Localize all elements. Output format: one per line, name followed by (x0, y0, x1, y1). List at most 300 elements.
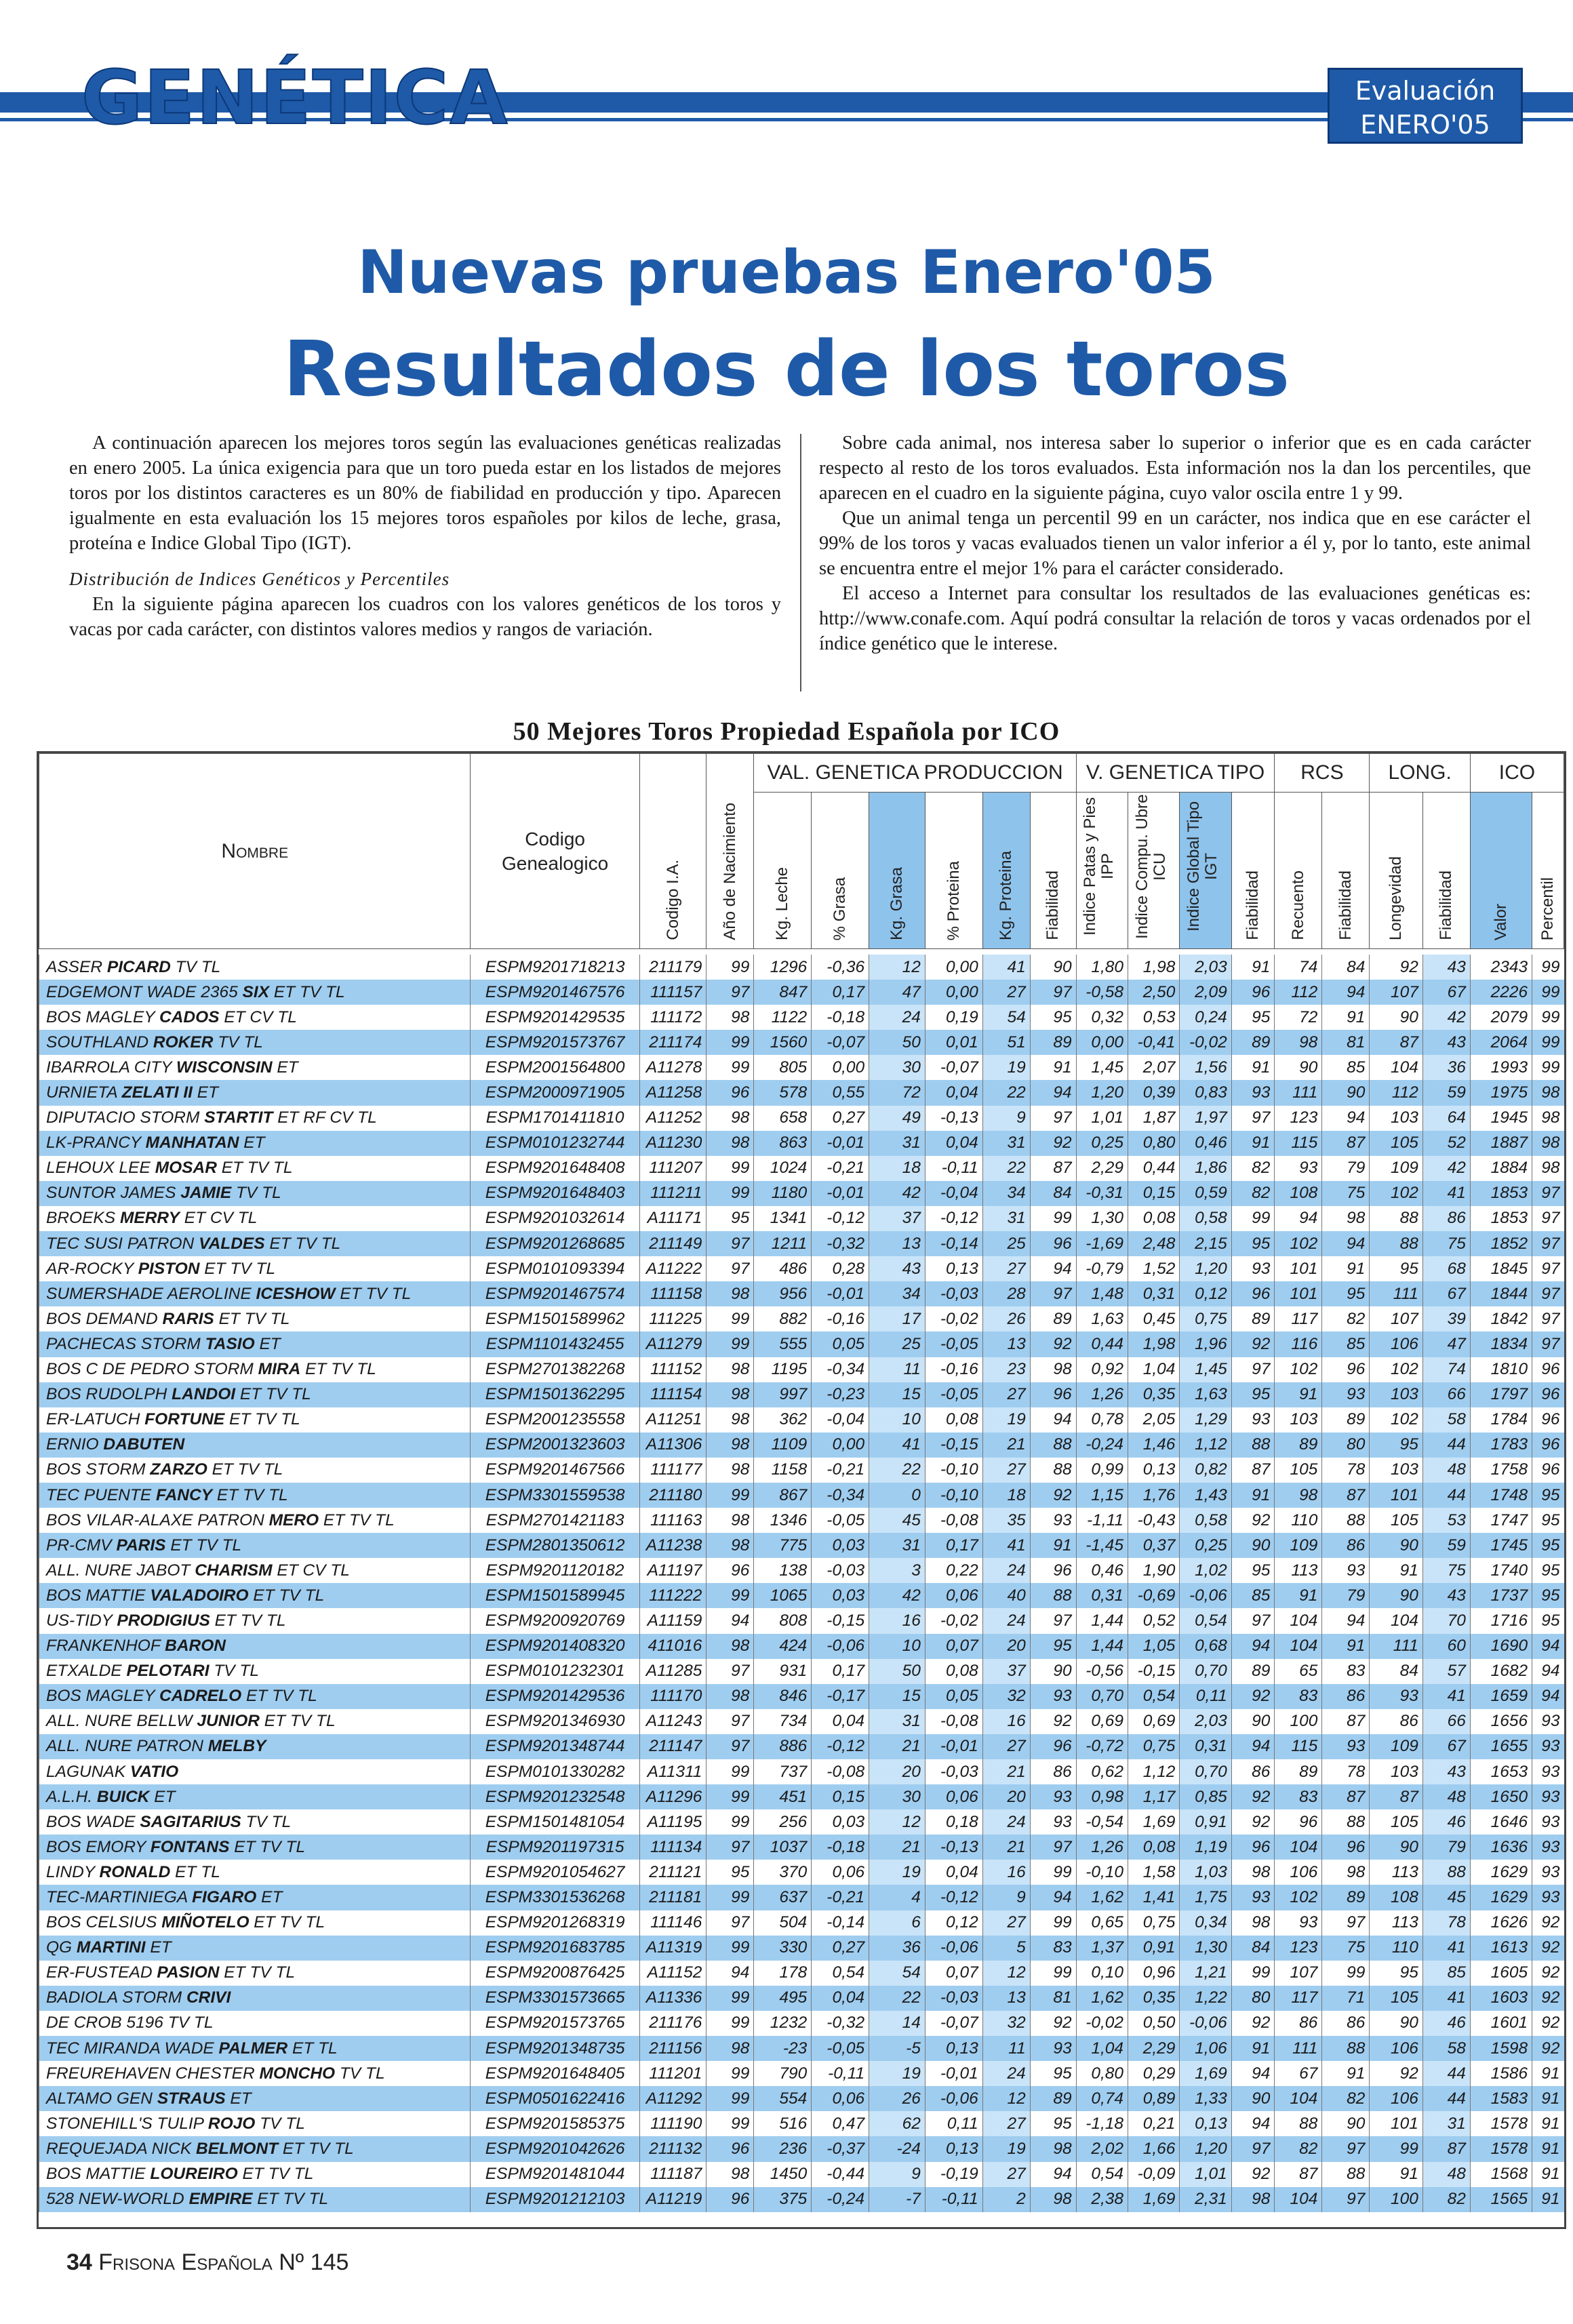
table-cell: -0,08 (925, 1508, 982, 1533)
table-cell: 111225 (639, 1306, 706, 1331)
table-cell: 89 (1231, 1306, 1275, 1331)
table-cell: 1,75 (1180, 1885, 1231, 1910)
table-cell: 91 (1322, 1256, 1370, 1281)
table-row (39, 1256, 1564, 1281)
table-cell: 97 (1231, 2136, 1275, 2161)
table-cell: -0,14 (812, 1910, 869, 1936)
table-cell: 78 (1322, 1458, 1370, 1483)
table-cell: -0,43 (1128, 1508, 1180, 1533)
codigo-genealogico: ESPM9201648403 (471, 1181, 639, 1206)
codigo-genealogico: ESPM2001323603 (471, 1433, 639, 1458)
table-cell: 91 (1370, 2162, 1423, 2187)
table-cell: 0,15 (812, 1784, 869, 1809)
table-cell: 94 (706, 1608, 754, 1633)
table-cell: 19 (869, 2061, 925, 2086)
bull-name: ER-LATUCH FORTUNE ET TV TL (39, 1407, 471, 1433)
table-cell: 1613 (1470, 1936, 1532, 1961)
table-cell: 1583 (1470, 2086, 1532, 2111)
table-cell: 72 (1275, 1005, 1322, 1030)
table-cell: 93 (1532, 1709, 1564, 1734)
table-cell: 46 (1422, 2011, 1470, 2036)
table-cell: 0,25 (1180, 1533, 1231, 1558)
codigo-genealogico: ESPM9201408320 (471, 1634, 639, 1659)
table-row (39, 2111, 1564, 2136)
codigo-genealogico: ESPM9201718213 (471, 955, 639, 980)
table-cell: 98 (706, 1382, 754, 1407)
table-cell: 0,91 (1180, 1809, 1231, 1835)
table-cell: -0,21 (812, 1458, 869, 1483)
table-cell: A11278 (639, 1055, 706, 1080)
table-cell: 847 (754, 980, 812, 1005)
table-row (39, 1684, 1564, 1709)
table-cell: 98 (706, 1533, 754, 1558)
table-cell: 99 (706, 1156, 754, 1181)
table-cell: 0,37 (1128, 1533, 1180, 1558)
table-cell: 95 (1030, 2111, 1076, 2136)
table-cell: 1,86 (1180, 1156, 1231, 1181)
table-cell: 0,17 (925, 1533, 982, 1558)
bull-name: LINDY RONALD ET TL (39, 1860, 471, 1885)
table-row (39, 1030, 1564, 1055)
bull-name: BOS MATTIE VALADOIRO ET TV TL (39, 1583, 471, 1608)
table-cell: -23 (754, 2036, 812, 2061)
table-cell: 44 (1422, 2086, 1470, 2111)
table-cell: 0,55 (812, 1080, 869, 1105)
table-cell: 88 (1322, 2036, 1370, 2061)
table-cell: 93 (1532, 1860, 1564, 1885)
table-cell: 92 (1030, 1709, 1076, 1734)
table-cell: 97 (1532, 1181, 1564, 1206)
table-cell: 0,13 (925, 2036, 982, 2061)
table-cell: 96 (1030, 1558, 1076, 1583)
bull-name: BROEKS MERRY ET CV TL (39, 1206, 471, 1231)
table-cell: 0,06 (925, 1784, 982, 1809)
table-cell: -0,44 (812, 2162, 869, 2187)
table-cell: 0,83 (1180, 1080, 1231, 1105)
table-row (39, 1156, 1564, 1181)
table-cell: 94 (1275, 1206, 1322, 1231)
table-cell: 99 (706, 2061, 754, 2086)
table-cell: 21 (869, 1734, 925, 1759)
table-cell: 41 (1422, 1181, 1470, 1206)
table-cell: 27 (982, 2162, 1030, 2187)
table-cell: 80 (1322, 1433, 1370, 1458)
table-cell: 21 (982, 1835, 1030, 1860)
table-cell: 90 (1370, 1583, 1423, 1608)
codigo-genealogico: ESPM3301559538 (471, 1483, 639, 1508)
table-cell: 91 (1532, 2086, 1564, 2111)
table-cell: 0,21 (1128, 2111, 1180, 2136)
table-row (39, 1483, 1564, 1508)
table-cell: 58 (1422, 2036, 1470, 2061)
table-cell: 97 (1231, 1608, 1275, 1633)
table-cell: 79 (1322, 1583, 1370, 1608)
codigo-genealogico: ESPM1701411810 (471, 1106, 639, 1131)
table-cell: -0,72 (1076, 1734, 1128, 1759)
table-cell: 1659 (1470, 1684, 1532, 1709)
table-cell: 92 (1030, 1331, 1076, 1357)
table-cell: -0,36 (812, 955, 869, 980)
table-cell: 123 (1275, 1936, 1322, 1961)
table-cell: 95 (706, 1860, 754, 1885)
table-cell: 99 (1370, 2136, 1423, 2161)
table-cell: 1797 (1470, 1382, 1532, 1407)
table-cell: -0,37 (812, 2136, 869, 2161)
table-cell: 1,87 (1128, 1106, 1180, 1131)
table-cell: 0,04 (812, 1709, 869, 1734)
table-cell: 1784 (1470, 1407, 1532, 1433)
table-cell: 111177 (639, 1458, 706, 1483)
table-cell: 59 (1422, 1533, 1470, 1558)
table-cell: 96 (1532, 1458, 1564, 1483)
table-cell: 41 (982, 1533, 1030, 1558)
table-cell: 1,04 (1128, 1357, 1180, 1382)
table-cell: 90 (1030, 955, 1076, 980)
bull-name: BOS DEMAND RARIS ET TV TL (39, 1306, 471, 1331)
table-cell: 113 (1370, 1910, 1423, 1936)
table-cell: 18 (982, 1483, 1030, 1508)
table-cell: 99 (706, 955, 754, 980)
table-cell: 111172 (639, 1005, 706, 1030)
codigo-genealogico: ESPM2000971905 (471, 1080, 639, 1105)
table-row (39, 980, 1564, 1005)
table-cell: 83 (1322, 1659, 1370, 1684)
codigo-genealogico: ESPM9201648408 (471, 1156, 639, 1181)
table-cell: -1,69 (1076, 1231, 1128, 1256)
table-cell: 22 (869, 1458, 925, 1483)
codigo-genealogico: ESPM9201032614 (471, 1206, 639, 1231)
table-cell: -0,16 (812, 1306, 869, 1331)
table-cell: 0,04 (925, 1131, 982, 1156)
table-cell: A11306 (639, 1433, 706, 1458)
table-cell: 0,03 (812, 1809, 869, 1835)
table-cell: 105 (1370, 1131, 1423, 1156)
table-cell: 111 (1275, 2036, 1322, 2061)
table-cell: 97 (706, 1835, 754, 1860)
table-cell: 1810 (1470, 1357, 1532, 1382)
table-cell: -0,10 (925, 1458, 982, 1483)
table-cell: 1650 (1470, 1784, 1532, 1809)
table-cell: 211180 (639, 1483, 706, 1508)
table-cell: 43 (1422, 1583, 1470, 1608)
bull-name: BOS C DE PEDRO STORM MIRA ET TV TL (39, 1357, 471, 1382)
table-cell: 88 (1275, 2111, 1322, 2136)
table-cell: 1578 (1470, 2111, 1532, 2136)
table-cell: -0,79 (1076, 1256, 1128, 1281)
table-cell: 57 (1422, 1659, 1470, 1684)
table-cell: 554 (754, 2086, 812, 2111)
table-cell: 0,59 (1180, 1181, 1231, 1206)
table-cell: 84 (1231, 1936, 1275, 1961)
table-cell: A11251 (639, 1407, 706, 1433)
codigo-genealogico: ESPM9201467576 (471, 980, 639, 1005)
table-cell: A11238 (639, 1533, 706, 1558)
bull-name: DIPUTACIO STORM STARTIT ET RF CV TL (39, 1106, 471, 1131)
table-cell: 98 (706, 2162, 754, 2187)
header-percentil: Percentil (1532, 793, 1564, 949)
table-cell: 24 (982, 2061, 1030, 2086)
table-cell: 1,37 (1076, 1936, 1128, 1961)
table-cell: 0,54 (1180, 1608, 1231, 1633)
table-cell: 211156 (639, 2036, 706, 2061)
table-cell: 1,96 (1180, 1331, 1231, 1357)
table-row (39, 2061, 1564, 2086)
header-kg-proteina: Kg. Proteina (982, 793, 1030, 949)
bull-name: FRANKENHOF BARON (39, 1634, 471, 1659)
table-cell: 91 (1322, 1005, 1370, 1030)
table-row (39, 1759, 1564, 1784)
table-cell: 211147 (639, 1734, 706, 1759)
table-cell: -0,21 (812, 1885, 869, 1910)
table-cell: 97 (1231, 1357, 1275, 1382)
table-cell: 41 (869, 1433, 925, 1458)
table-cell: 0,15 (1128, 1181, 1180, 1206)
table-cell: 0,31 (1180, 1734, 1231, 1759)
codigo-genealogico: ESPM9201683785 (471, 1936, 639, 1961)
table-cell: -0,41 (1128, 1030, 1180, 1055)
table-cell: 1296 (754, 955, 812, 980)
table-cell: 19 (982, 1407, 1030, 1433)
table-cell: 104 (1370, 1608, 1423, 1633)
table-cell: 98 (706, 1433, 754, 1458)
badge-line-2: ENERO'05 (1360, 110, 1490, 140)
table-cell: 87 (1030, 1156, 1076, 1181)
table-cell: 97 (706, 980, 754, 1005)
table-cell: -0,08 (812, 1759, 869, 1784)
table-cell: 89 (1030, 1306, 1076, 1331)
table-cell: 93 (1231, 1407, 1275, 1433)
table-cell: 23 (982, 1357, 1030, 1382)
table-cell: 98 (1532, 1106, 1564, 1131)
table-cell: 99 (706, 1809, 754, 1835)
table-cell: 95 (1532, 1533, 1564, 1558)
intro-left-column (69, 430, 781, 642)
table-cell: 34 (982, 1181, 1030, 1206)
table-cell: A11296 (639, 1784, 706, 1809)
table-cell: 92 (1231, 1331, 1275, 1357)
table-cell: 99 (1322, 1961, 1370, 1986)
table-cell: 51 (982, 1030, 1030, 1055)
table-cell: 99 (1532, 1030, 1564, 1055)
table-cell: 97 (1322, 2136, 1370, 2161)
table-cell: 81 (1322, 1030, 1370, 1055)
table-cell: 98 (706, 1634, 754, 1659)
table-cell: 1,29 (1180, 1407, 1231, 1433)
table-cell: 92 (1231, 1809, 1275, 1835)
table-cell: 211179 (639, 955, 706, 980)
table-cell: 66 (1422, 1382, 1470, 1407)
table-cell: 88 (1422, 1860, 1470, 1885)
table-cell: 775 (754, 1533, 812, 1558)
table-cell: 10 (869, 1407, 925, 1433)
table-cell: 0,24 (1180, 1005, 1231, 1030)
table-cell: 98 (706, 1005, 754, 1030)
table-cell: 0,17 (812, 1659, 869, 1684)
issue-number: Nº 145 (279, 2249, 349, 2275)
table-cell: 28 (982, 1281, 1030, 1306)
header-kg-grasa: Kg. Grasa (869, 793, 925, 949)
table-cell: 0,12 (925, 1910, 982, 1936)
table-cell: 94 (1231, 2061, 1275, 2086)
table-cell: 90 (1231, 2086, 1275, 2111)
table-cell: 138 (754, 1558, 812, 1583)
table-cell: 111190 (639, 2111, 706, 2136)
table-cell: 111134 (639, 1835, 706, 1860)
table-row (39, 1860, 1564, 1885)
table-cell: 411016 (639, 1634, 706, 1659)
table-cell: 97 (706, 1910, 754, 1936)
table-cell: 1024 (754, 1156, 812, 1181)
table-cell: -0,15 (925, 1433, 982, 1458)
table-cell: 105 (1275, 1458, 1322, 1483)
table-cell: -0,06 (925, 2086, 982, 2111)
table-cell: -0,32 (812, 1231, 869, 1256)
table-cell: 97 (1030, 1608, 1076, 1633)
table-cell: 87 (1322, 1709, 1370, 1734)
table-cell: 90 (1030, 1659, 1076, 1684)
table-cell: 93 (1322, 1382, 1370, 1407)
table-cell: 111152 (639, 1357, 706, 1382)
table-cell: 1,20 (1180, 1256, 1231, 1281)
table-cell: -0,06 (1180, 2011, 1231, 2036)
table-cell: 92 (1231, 1508, 1275, 1533)
table-cell: 0,25 (1076, 1131, 1128, 1156)
table-cell: 26 (982, 1306, 1030, 1331)
table-cell: 111163 (639, 1508, 706, 1533)
table-cell: 11 (982, 2036, 1030, 2061)
table-cell: 1845 (1470, 1256, 1532, 1281)
table-cell: 99 (1030, 1860, 1076, 1885)
table-cell: 111211 (639, 1181, 706, 1206)
table-cell: 99 (706, 1583, 754, 1608)
table-row (39, 1407, 1564, 1433)
table-cell: 1560 (754, 1030, 812, 1055)
table-cell: 41 (1422, 1936, 1470, 1961)
table-cell: 0,03 (812, 1583, 869, 1608)
table-cell: 30 (869, 1055, 925, 1080)
table-cell: 53 (1422, 1508, 1470, 1533)
table-cell: A11152 (639, 1961, 706, 1986)
bull-name: LK-PRANCY MANHATAN ET (39, 1131, 471, 1156)
table-cell: 44 (1422, 2061, 1470, 2086)
table-row (39, 1608, 1564, 1633)
table-cell: A11219 (639, 2187, 706, 2212)
table-cell: 330 (754, 1936, 812, 1961)
table-cell: A11197 (639, 1558, 706, 1583)
table-cell: 82 (1275, 2136, 1322, 2161)
table-cell: 87 (1370, 1030, 1423, 1055)
table-cell: 86 (1322, 1533, 1370, 1558)
table-cell: 0,75 (1180, 1306, 1231, 1331)
table-cell: 211174 (639, 1030, 706, 1055)
table-cell: 1844 (1470, 1281, 1532, 1306)
table-cell: 0,68 (1180, 1634, 1231, 1659)
table-cell: 1,62 (1076, 1986, 1128, 2011)
table-cell: 1,30 (1076, 1206, 1128, 1231)
table-cell: 370 (754, 1860, 812, 1885)
table-cell: -0,05 (925, 1331, 982, 1357)
table-cell: 1853 (1470, 1206, 1532, 1231)
table-cell: -0,32 (812, 2011, 869, 2036)
table-cell: 98 (1030, 2136, 1076, 2161)
table-cell: -0,02 (925, 1306, 982, 1331)
table-cell: 99 (706, 1986, 754, 2011)
bull-name: US-TIDY PRODIGIUS ET TV TL (39, 1608, 471, 1633)
table-cell: 111158 (639, 1281, 706, 1306)
bull-name: STONEHILL'S TULIP ROJO TV TL (39, 2111, 471, 2136)
table-cell: -0,04 (812, 1407, 869, 1433)
table-cell: 0,07 (925, 1961, 982, 1986)
table-cell: 0,54 (812, 1961, 869, 1986)
table-cell: 1629 (1470, 1885, 1532, 1910)
table-cell: 111201 (639, 2061, 706, 2086)
bull-name: PR-CMV PARIS ET TV TL (39, 1533, 471, 1558)
table-cell: -0,69 (1128, 1583, 1180, 1608)
table-cell: 35 (982, 1508, 1030, 1533)
codigo-genealogico: ESPM9201481044 (471, 2162, 639, 2187)
table-cell: 15 (869, 1684, 925, 1709)
table-cell: 1450 (754, 2162, 812, 2187)
table-cell: 110 (1275, 1508, 1322, 1533)
table-cell: 92 (1532, 1961, 1564, 1986)
table-cell: 98 (1322, 1860, 1370, 1885)
table-cell: -0,01 (812, 1181, 869, 1206)
table-cell: 1748 (1470, 1483, 1532, 1508)
table-cell: 1,06 (1180, 2036, 1231, 2061)
table-cell: 0,11 (1180, 1684, 1231, 1709)
table-cell: 86 (1275, 2011, 1322, 2036)
table-cell: 82 (1422, 2187, 1470, 2212)
table-cell: 1568 (1470, 2162, 1532, 2187)
table-cell: 1,04 (1076, 2036, 1128, 2061)
table-cell: 94 (1030, 1885, 1076, 1910)
table-cell: 91 (1231, 955, 1275, 980)
table-cell: 96 (706, 2136, 754, 2161)
table-cell: 94 (1231, 1734, 1275, 1759)
table-cell: 0,69 (1076, 1709, 1128, 1734)
table-cell: 91 (1532, 2061, 1564, 2086)
table-cell: 79 (1422, 1835, 1470, 1860)
intro-paragraph: Que un animal tenga un percentil 99 en un carácter, nos indica que en ese carácter el 99% de los toros y vacas evaluados tienen un valor inferior a él y, por lo tanto, este animal se encuentra entre el mejor 1% para el carácter considerado. (819, 508, 1531, 579)
table-cell: -0,03 (925, 1281, 982, 1306)
table-cell: 92 (1231, 2011, 1275, 2036)
table-cell: 1737 (1470, 1583, 1532, 1608)
table-cell: 0,74 (1076, 2086, 1128, 2111)
bull-name: BOS MAGLEY CADRELO ET TV TL (39, 1684, 471, 1709)
table-cell: 20 (982, 1634, 1030, 1659)
group-ico: ICO (1470, 754, 1564, 793)
table-cell: -0,15 (812, 1608, 869, 1633)
table-cell: 0,85 (1180, 1784, 1231, 1809)
bull-name: ERNIO DABUTEN (39, 1433, 471, 1458)
table-cell: 1598 (1470, 2036, 1532, 2061)
table-cell: -0,58 (1076, 980, 1128, 1005)
table-cell: 0 (869, 1483, 925, 1508)
table-cell: -0,12 (812, 1734, 869, 1759)
table-cell: 98 (1275, 1483, 1322, 1508)
table-cell: 90 (1275, 1055, 1322, 1080)
table-cell: 123 (1275, 1106, 1322, 1131)
table-row (39, 1231, 1564, 1256)
table-cell: 91 (1322, 2061, 1370, 2086)
magazine-name: Frisona Española (98, 2249, 273, 2275)
table-cell: -0,07 (925, 1055, 982, 1080)
codigo-genealogico: ESPM2001235558 (471, 1407, 639, 1433)
table-cell: -24 (869, 2136, 925, 2161)
table-cell: 90 (1370, 2011, 1423, 2036)
table-cell: 95 (1030, 1005, 1076, 1030)
table-row (39, 1583, 1564, 1608)
